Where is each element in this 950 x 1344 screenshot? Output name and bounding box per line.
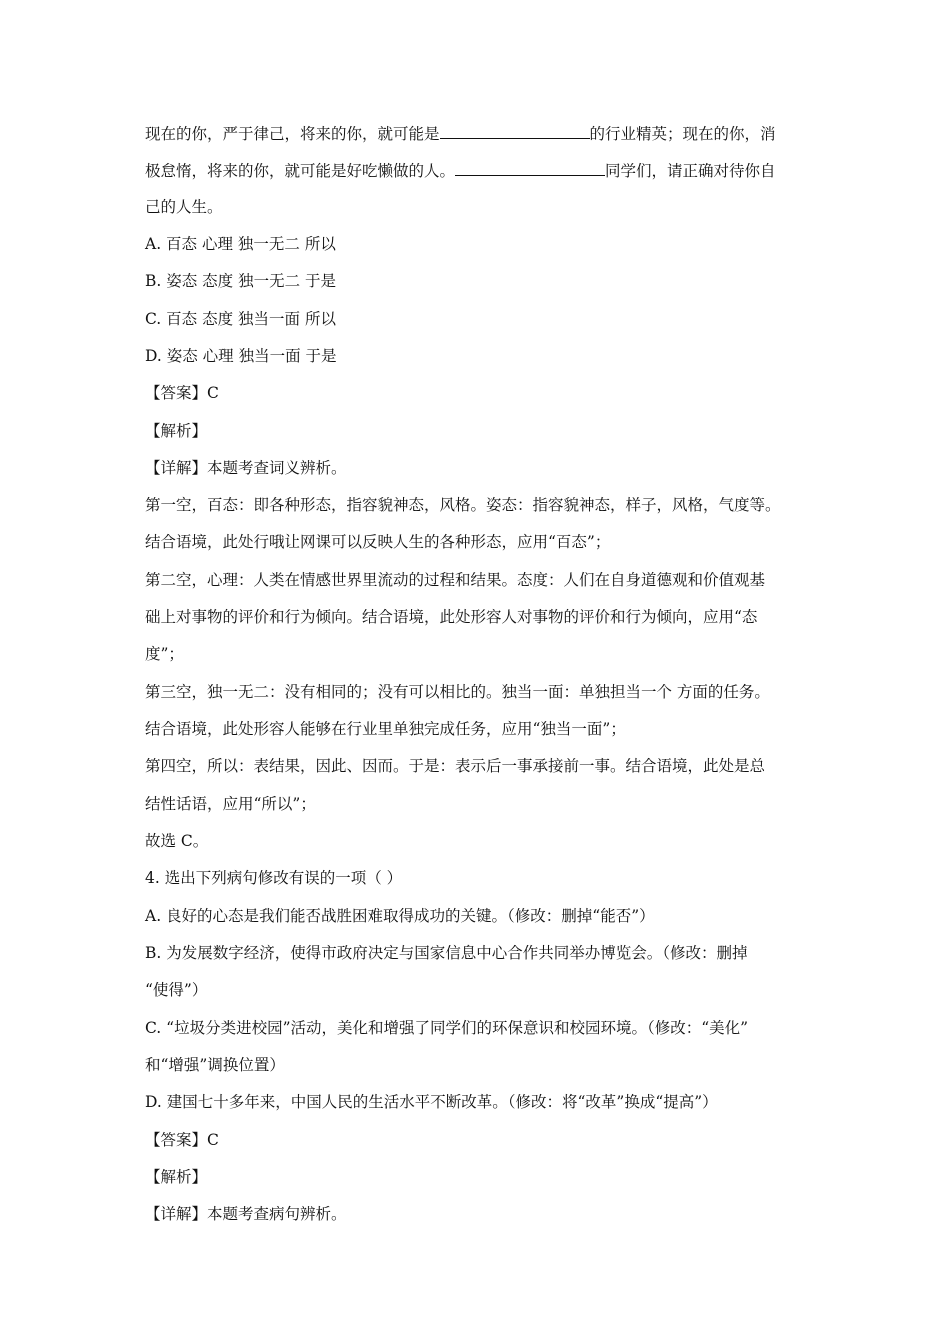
q3-option-d: D. 姿态 心理 独当一面 于是 bbox=[145, 347, 337, 365]
q4-option-b: B. 为发展数字经济，使得市政府决定与国家信息中心合作共同举办博览会。（修改：删掉 bbox=[145, 944, 748, 962]
q3-analysis-heading: 【解析】 bbox=[145, 422, 208, 440]
q4-option-a: A. 良好的心态是我们能否战胜困难取得成功的关键。（修改：删掉“能否”） bbox=[145, 907, 655, 925]
q4-answer: 【答案】C bbox=[145, 1131, 219, 1149]
q4-analysis-heading: 【解析】 bbox=[145, 1168, 208, 1186]
q3-explanation-line: 度”； bbox=[145, 645, 184, 663]
q3-stem-text: 现在的你，严于律己，将来的你，就可能是 bbox=[145, 125, 440, 143]
q3-option-c: C. 百态 态度 独当一面 所以 bbox=[145, 310, 336, 328]
q4-stem: 4. 选出下列病句修改有误的一项（ ） bbox=[145, 869, 403, 887]
q3-explanation-line: 第三空，独一无二：没有相同的；没有可以相比的。独当一面：单独担当一个 方面的任务。 bbox=[145, 683, 770, 701]
fill-blank bbox=[455, 160, 605, 176]
q3-stem-line-3: 己的人生。 bbox=[145, 198, 223, 216]
q3-explanation-line: 第一空，百态：即各种形态，指容貌神态，风格。姿态：指容貌神态，样子，风格，气度等。 bbox=[145, 496, 781, 514]
q3-stem-line-1 bbox=[145, 123, 810, 144]
q4-option-c-continued: 和“增强”调换位置） bbox=[145, 1056, 285, 1074]
q4-option-d: D. 建国七十多年来，中国人民的生活水平不断改革。（修改：将“改革”换成“提高”） bbox=[145, 1093, 718, 1111]
q3-option-a: A. 百态 心理 独一无二 所以 bbox=[145, 235, 336, 253]
q3-conclusion: 故选 C。 bbox=[145, 832, 209, 850]
q3-stem-line-2 bbox=[145, 160, 810, 181]
fill-blank bbox=[440, 123, 590, 139]
q3-explanation-line: 第四空，所以：表结果，因此、因而。于是：表示后一事承接前一事。结合语境，此处是总 bbox=[145, 757, 766, 775]
q3-explanation-line: 结合语境，此处形容人能够在行业里单独完成任务，应用“独当一面”； bbox=[145, 720, 626, 738]
q3-stem-text: 的行业精英；现在的你，消 bbox=[589, 125, 776, 143]
q4-detail: 【详解】本题考查病句辨析。 bbox=[145, 1205, 347, 1223]
q4-option-b-continued: “使得”） bbox=[145, 981, 208, 999]
q3-answer: 【答案】C bbox=[145, 384, 219, 402]
q3-explanation-line: 结合语境，此处行哦让网课可以反映人生的各种形态，应用“百态”； bbox=[145, 533, 611, 551]
q3-detail: 【详解】本题考查词义辨析。 bbox=[145, 459, 347, 477]
q3-stem-text: 极怠惰，将来的你，就可能是好吃懒做的人。 bbox=[145, 162, 456, 180]
q3-option-b: B. 姿态 态度 独一无二 于是 bbox=[145, 272, 337, 290]
q3-explanation-line: 结性话语，应用“所以”； bbox=[145, 795, 316, 813]
q3-stem-text: 同学们，请正确对待你自 bbox=[605, 162, 776, 180]
q3-explanation-line: 础上对事物的评价和行为倾向。结合语境，此处形容人对事物的评价和行为倾向，应用“态 bbox=[145, 608, 758, 626]
q4-option-c: C. “垃圾分类进校园”活动，美化和增强了同学们的环保意识和校园环境。（修改：“美化” bbox=[145, 1019, 749, 1037]
q3-explanation-line: 第二空，心理：人类在情感世界里流动的过程和结果。态度：人们在自身道德观和价值观基 bbox=[145, 571, 766, 589]
